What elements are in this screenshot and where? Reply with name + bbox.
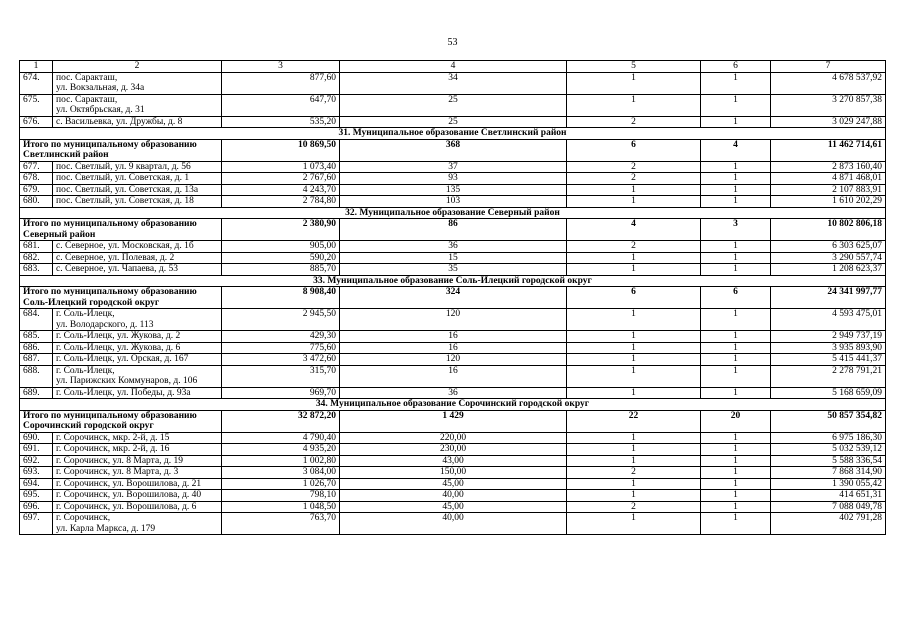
address-line: г. Соль-Илецк, bbox=[56, 365, 115, 376]
col5-cell: 1 bbox=[567, 444, 701, 456]
sum-cell: 5 415 441,37 bbox=[771, 354, 886, 366]
residents-cell: 40,00 bbox=[340, 490, 567, 502]
residents-cell: 16 bbox=[340, 365, 567, 387]
area-cell: 429,30 bbox=[222, 331, 340, 343]
col5-cell: 2 bbox=[567, 467, 701, 479]
residents-cell: 45,00 bbox=[340, 478, 567, 490]
col5-cell: 1 bbox=[567, 184, 701, 196]
col6-cell: 1 bbox=[701, 365, 771, 387]
col5-cell: 1 bbox=[567, 365, 701, 387]
sum-cell: 6 975 186,30 bbox=[771, 432, 886, 444]
subtotal-row bbox=[20, 139, 886, 161]
address-cell bbox=[53, 490, 222, 502]
table-row bbox=[20, 432, 886, 444]
section-heading-row bbox=[20, 207, 886, 219]
area-cell: 1 002,80 bbox=[222, 455, 340, 467]
sum-cell: 3 029 247,88 bbox=[771, 116, 886, 128]
col6-cell: 1 bbox=[701, 387, 771, 399]
residents-cell: 25 bbox=[340, 116, 567, 128]
col5-cell: 2 bbox=[567, 116, 701, 128]
residents-cell: 34 bbox=[340, 72, 567, 94]
address-cell bbox=[53, 432, 222, 444]
address-line: г. Сорочинск, ул. Ворошилова, д. 6 bbox=[56, 501, 197, 512]
column-number-row bbox=[20, 61, 886, 73]
area-cell: 775,60 bbox=[222, 342, 340, 354]
residents-cell: 230,00 bbox=[340, 444, 567, 456]
row-number: 686. bbox=[20, 342, 53, 354]
sum-cell: 1 610 202,29 bbox=[771, 196, 886, 208]
col6-cell: 1 bbox=[701, 264, 771, 276]
col6-cell: 1 bbox=[701, 478, 771, 490]
area-cell: 885,70 bbox=[222, 264, 340, 276]
col6-cell: 1 bbox=[701, 72, 771, 94]
area-cell: 1 073,40 bbox=[222, 161, 340, 173]
col6-cell: 1 bbox=[701, 467, 771, 479]
col5-cell: 1 bbox=[567, 264, 701, 276]
address-line: ул. Вокзальная, д. 34а bbox=[56, 83, 145, 93]
address-cell bbox=[53, 184, 222, 196]
subtotal-col6: 20 bbox=[701, 410, 771, 432]
area-cell: 4 243,70 bbox=[222, 184, 340, 196]
col6-cell: 1 bbox=[701, 354, 771, 366]
col6-cell: 1 bbox=[701, 444, 771, 456]
address-cell bbox=[53, 354, 222, 366]
address-cell bbox=[53, 264, 222, 276]
table-row bbox=[20, 252, 886, 264]
address-line: г. Соль-Илецк, ул. Жукова, д. 2 bbox=[56, 331, 181, 341]
address-cell bbox=[53, 467, 222, 479]
col6-cell: 1 bbox=[701, 331, 771, 343]
residents-cell: 43,00 bbox=[340, 455, 567, 467]
area-cell: 3 084,00 bbox=[222, 467, 340, 479]
address-cell bbox=[53, 72, 222, 94]
address-line: г. Сорочинск, ул. 8 Марта, д. 19 bbox=[56, 455, 183, 466]
col6-cell: 1 bbox=[701, 513, 771, 535]
col6-cell: 1 bbox=[701, 501, 771, 513]
residents-cell: 25 bbox=[340, 94, 567, 116]
sum-cell: 4 871 468,01 bbox=[771, 173, 886, 185]
address-cell bbox=[53, 331, 222, 343]
area-cell: 315,70 bbox=[222, 365, 340, 387]
table-row bbox=[20, 241, 886, 253]
row-number: 682. bbox=[20, 252, 53, 264]
row-number: 681. bbox=[20, 241, 53, 253]
address-line: г. Соль-Илецк, ул. Победы, д. 93а bbox=[56, 387, 191, 398]
subtotal-area: 8 908,40 bbox=[222, 287, 340, 309]
table-row bbox=[20, 444, 886, 456]
address-cell bbox=[53, 161, 222, 173]
address-cell bbox=[53, 94, 222, 116]
col5-cell: 1 bbox=[567, 342, 701, 354]
area-cell: 535,20 bbox=[222, 116, 340, 128]
subtotal-label-line: Итого по муниципальному образованию bbox=[23, 410, 197, 421]
table-row bbox=[20, 94, 886, 116]
row-number: 674. bbox=[20, 72, 53, 94]
residents-cell: 150,00 bbox=[340, 467, 567, 479]
col5-cell: 1 bbox=[567, 490, 701, 502]
column-number-7: 7 bbox=[771, 61, 886, 73]
subtotal-sum: 10 802 806,18 bbox=[771, 219, 886, 241]
page-number: 53 bbox=[447, 37, 458, 48]
table-row bbox=[20, 513, 886, 535]
residents-cell: 35 bbox=[340, 264, 567, 276]
row-number: 688. bbox=[20, 365, 53, 387]
subtotal-label bbox=[20, 139, 222, 161]
residents-cell: 36 bbox=[340, 387, 567, 399]
col5-cell: 1 bbox=[567, 331, 701, 343]
residents-cell: 40,00 bbox=[340, 513, 567, 535]
row-number: 678. bbox=[20, 173, 53, 185]
col5-cell: 1 bbox=[567, 455, 701, 467]
section-heading: 32. Муниципальное образование Северный район bbox=[20, 207, 886, 219]
section-heading-row bbox=[20, 399, 886, 411]
sum-cell: 2 278 791,21 bbox=[771, 365, 886, 387]
col6-cell: 1 bbox=[701, 116, 771, 128]
row-number: 693. bbox=[20, 467, 53, 479]
area-cell: 969,70 bbox=[222, 387, 340, 399]
table-row bbox=[20, 196, 886, 208]
residents-cell: 16 bbox=[340, 342, 567, 354]
sum-cell: 402 791,28 bbox=[771, 513, 886, 535]
address-line: г. Сорочинск, bbox=[56, 513, 111, 523]
column-number-6: 6 bbox=[701, 61, 771, 73]
sum-cell: 5 168 659,09 bbox=[771, 387, 886, 399]
subtotal-sum: 24 341 997,77 bbox=[771, 287, 886, 309]
table-row bbox=[20, 184, 886, 196]
row-number: 697. bbox=[20, 513, 53, 535]
col5-cell: 1 bbox=[567, 478, 701, 490]
residents-cell: 135 bbox=[340, 184, 567, 196]
section-heading-row bbox=[20, 128, 886, 140]
col6-cell: 1 bbox=[701, 309, 771, 331]
col5-cell: 2 bbox=[567, 501, 701, 513]
address-line: г. Сорочинск, ул. Ворошилова, д. 40 bbox=[56, 490, 202, 500]
subtotal-label bbox=[20, 219, 222, 241]
col6-cell: 1 bbox=[701, 173, 771, 185]
subtotal-row bbox=[20, 219, 886, 241]
subtotal-label-line: Итого по муниципальному образованию bbox=[23, 219, 197, 229]
table-row bbox=[20, 331, 886, 343]
area-cell: 2 767,60 bbox=[222, 173, 340, 185]
subtotal-col5: 4 bbox=[567, 219, 701, 241]
address-cell bbox=[53, 252, 222, 264]
subtotal-label-line: Сорочинский городской округ bbox=[23, 421, 154, 431]
col6-cell: 1 bbox=[701, 196, 771, 208]
address-line: г. Соль-Илецк, ул. Жукова, д. 6 bbox=[56, 342, 181, 353]
col5-cell: 2 bbox=[567, 173, 701, 185]
area-cell: 3 472,60 bbox=[222, 354, 340, 366]
area-cell: 1 026,70 bbox=[222, 478, 340, 490]
col5-cell: 1 bbox=[567, 196, 701, 208]
area-cell: 763,70 bbox=[222, 513, 340, 535]
subtotal-residents: 86 bbox=[340, 219, 567, 241]
subtotal-label-line: Светлинский район bbox=[23, 150, 109, 160]
subtotal-row bbox=[20, 287, 886, 309]
address-line: г. Сорочинск, мкр. 2-й, д. 16 bbox=[56, 444, 170, 454]
subtotal-label-line: Итого по муниципальному образованию bbox=[23, 139, 197, 150]
subtotal-area: 10 869,50 bbox=[222, 139, 340, 161]
address-line: г. Сорочинск, ул. Ворошилова, д. 21 bbox=[56, 478, 202, 489]
area-cell: 1 048,50 bbox=[222, 501, 340, 513]
col5-cell: 1 bbox=[567, 513, 701, 535]
area-cell: 2 945,50 bbox=[222, 309, 340, 331]
area-cell: 4 790,40 bbox=[222, 432, 340, 444]
col5-cell: 1 bbox=[567, 354, 701, 366]
subtotal-label bbox=[20, 287, 222, 309]
section-heading: 34. Муниципальное образование Сорочинский городской округ bbox=[20, 399, 886, 411]
address-cell bbox=[53, 309, 222, 331]
col6-cell: 1 bbox=[701, 342, 771, 354]
sum-cell: 3 935 893,90 bbox=[771, 342, 886, 354]
residents-cell: 103 bbox=[340, 196, 567, 208]
subtotal-label bbox=[20, 410, 222, 432]
sum-cell: 6 303 625,07 bbox=[771, 241, 886, 253]
col6-cell: 1 bbox=[701, 184, 771, 196]
address-cell bbox=[53, 116, 222, 128]
address-cell bbox=[53, 444, 222, 456]
table-body bbox=[20, 61, 886, 535]
sum-cell: 5 588 336,54 bbox=[771, 455, 886, 467]
col5-cell: 1 bbox=[567, 94, 701, 116]
residents-cell: 15 bbox=[340, 252, 567, 264]
row-number: 695. bbox=[20, 490, 53, 502]
section-heading: 31. Муниципальное образование Светлинский район bbox=[20, 128, 886, 140]
row-number: 692. bbox=[20, 455, 53, 467]
residents-cell: 220,00 bbox=[340, 432, 567, 444]
area-cell: 4 935,20 bbox=[222, 444, 340, 456]
subtotal-area: 32 872,20 bbox=[222, 410, 340, 432]
residents-cell: 37 bbox=[340, 161, 567, 173]
table-row bbox=[20, 173, 886, 185]
address-line: с. Северное, ул. Чапаева, д. 53 bbox=[56, 264, 178, 274]
table-row bbox=[20, 467, 886, 479]
sum-cell: 4 678 537,92 bbox=[771, 72, 886, 94]
col5-cell: 2 bbox=[567, 161, 701, 173]
col6-cell: 1 bbox=[701, 94, 771, 116]
subtotal-col6: 3 bbox=[701, 219, 771, 241]
sum-cell: 7 088 049,78 bbox=[771, 501, 886, 513]
address-line: г. Соль-Илецк, bbox=[56, 309, 115, 319]
address-line: пос. Светлый, ул. 9 квартал, д. 56 bbox=[56, 161, 191, 172]
sum-cell: 3 290 557,74 bbox=[771, 252, 886, 264]
col6-cell: 1 bbox=[701, 490, 771, 502]
address-line: г. Сорочинск, мкр. 2-й, д. 15 bbox=[56, 432, 170, 443]
address-line: пос. Светлый, ул. Советская, д. 1 bbox=[56, 173, 190, 183]
table-row bbox=[20, 342, 886, 354]
col6-cell: 1 bbox=[701, 252, 771, 264]
residents-cell: 45,00 bbox=[340, 501, 567, 513]
sum-cell: 2 949 737,19 bbox=[771, 331, 886, 343]
housing-register-table bbox=[19, 60, 886, 535]
subtotal-col5: 6 bbox=[567, 139, 701, 161]
column-number-4: 4 bbox=[340, 61, 567, 73]
col6-cell: 1 bbox=[701, 241, 771, 253]
table-row bbox=[20, 264, 886, 276]
row-number: 689. bbox=[20, 387, 53, 399]
address-cell bbox=[53, 455, 222, 467]
address-line: ул. Карла Маркса, д. 179 bbox=[56, 523, 156, 534]
row-number: 687. bbox=[20, 354, 53, 366]
subtotal-col5: 6 bbox=[567, 287, 701, 309]
address-line: пос. Саракташ, bbox=[56, 94, 118, 105]
subtotal-residents: 324 bbox=[340, 287, 567, 309]
sum-cell: 2 107 883,91 bbox=[771, 184, 886, 196]
col5-cell: 2 bbox=[567, 241, 701, 253]
col5-cell: 1 bbox=[567, 432, 701, 444]
row-number: 675. bbox=[20, 94, 53, 116]
row-number: 679. bbox=[20, 184, 53, 196]
table-row bbox=[20, 478, 886, 490]
table-row bbox=[20, 354, 886, 366]
col5-cell: 1 bbox=[567, 72, 701, 94]
address-line: пос. Светлый, ул. Советская, д. 18 bbox=[56, 196, 194, 206]
address-cell bbox=[53, 241, 222, 253]
sum-cell: 1 208 623,37 bbox=[771, 264, 886, 276]
address-cell bbox=[53, 173, 222, 185]
row-number: 684. bbox=[20, 309, 53, 331]
residents-cell: 16 bbox=[340, 331, 567, 343]
residents-cell: 120 bbox=[340, 354, 567, 366]
table-row bbox=[20, 455, 886, 467]
area-cell: 2 784,80 bbox=[222, 196, 340, 208]
address-line: с. Северное, ул. Полевая, д. 2 bbox=[56, 252, 175, 263]
row-number: 694. bbox=[20, 478, 53, 490]
address-cell bbox=[53, 196, 222, 208]
row-number: 677. bbox=[20, 161, 53, 173]
table-row bbox=[20, 116, 886, 128]
column-number-5: 5 bbox=[567, 61, 701, 73]
col6-cell: 1 bbox=[701, 161, 771, 173]
area-cell: 647,70 bbox=[222, 94, 340, 116]
area-cell: 905,00 bbox=[222, 241, 340, 253]
address-cell bbox=[53, 478, 222, 490]
table-row bbox=[20, 365, 886, 387]
col6-cell: 1 bbox=[701, 432, 771, 444]
sum-cell: 414 651,31 bbox=[771, 490, 886, 502]
subtotal-residents: 1 429 bbox=[340, 410, 567, 432]
residents-cell: 120 bbox=[340, 309, 567, 331]
section-heading: 33. Муниципальное образование Соль-Илецкий городской округ bbox=[20, 275, 886, 287]
col5-cell: 1 bbox=[567, 252, 701, 264]
address-cell bbox=[53, 501, 222, 513]
subtotal-residents: 368 bbox=[340, 139, 567, 161]
table-row bbox=[20, 72, 886, 94]
sum-cell: 5 032 539,12 bbox=[771, 444, 886, 456]
residents-cell: 36 bbox=[340, 241, 567, 253]
subtotal-sum: 50 857 354,82 bbox=[771, 410, 886, 432]
subtotal-col6: 6 bbox=[701, 287, 771, 309]
column-number-1: 1 bbox=[20, 61, 53, 73]
row-number: 685. bbox=[20, 331, 53, 343]
row-number: 690. bbox=[20, 432, 53, 444]
address-cell bbox=[53, 387, 222, 399]
row-number: 696. bbox=[20, 501, 53, 513]
row-number: 683. bbox=[20, 264, 53, 276]
address-cell bbox=[53, 342, 222, 354]
address-line: пос. Саракташ, bbox=[56, 72, 118, 83]
section-heading-row bbox=[20, 275, 886, 287]
address-line: с. Васильевка, ул. Дружбы, д. 8 bbox=[56, 116, 183, 127]
area-cell: 590,20 bbox=[222, 252, 340, 264]
subtotal-label-line: Итого по муниципальному образованию bbox=[23, 287, 197, 297]
address-cell bbox=[53, 513, 222, 535]
table-row bbox=[20, 387, 886, 399]
table-row bbox=[20, 490, 886, 502]
subtotal-col5: 22 bbox=[567, 410, 701, 432]
table-row bbox=[20, 501, 886, 513]
column-number-2: 2 bbox=[53, 61, 222, 73]
address-line: г. Соль-Илецк, ул. Орская, д. 167 bbox=[56, 354, 189, 364]
address-line: пос. Светлый, ул. Советская, д. 13а bbox=[56, 184, 199, 195]
address-line: с. Северное, ул. Московская, д. 1б bbox=[56, 241, 194, 251]
subtotal-label-line: Северный район bbox=[23, 229, 96, 240]
col5-cell: 1 bbox=[567, 309, 701, 331]
table-row bbox=[20, 161, 886, 173]
subtotal-label-line: Соль-Илецкий городской округ bbox=[23, 297, 160, 308]
row-number: 680. bbox=[20, 196, 53, 208]
address-line: ул. Парижских Коммунаров, д. 106 bbox=[56, 376, 198, 386]
row-number: 691. bbox=[20, 444, 53, 456]
address-line: г. Сорочинск, ул. 8 Марта, д. 3 bbox=[56, 467, 179, 477]
subtotal-col6: 4 bbox=[701, 139, 771, 161]
column-number-3: 3 bbox=[222, 61, 340, 73]
sum-cell: 3 270 857,38 bbox=[771, 94, 886, 116]
subtotal-sum: 11 462 714,61 bbox=[771, 139, 886, 161]
col5-cell: 1 bbox=[567, 387, 701, 399]
residents-cell: 93 bbox=[340, 173, 567, 185]
address-line: ул. Октябрьская, д. 31 bbox=[56, 105, 145, 115]
address-line: ул. Володарского, д. 113 bbox=[56, 319, 154, 330]
sum-cell: 2 873 160,40 bbox=[771, 161, 886, 173]
table-row bbox=[20, 309, 886, 331]
area-cell: 798,10 bbox=[222, 490, 340, 502]
row-number: 676. bbox=[20, 116, 53, 128]
sum-cell: 4 593 475,01 bbox=[771, 309, 886, 331]
col6-cell: 1 bbox=[701, 455, 771, 467]
subtotal-row bbox=[20, 410, 886, 432]
sum-cell: 7 868 314,90 bbox=[771, 467, 886, 479]
area-cell: 877,60 bbox=[222, 72, 340, 94]
sum-cell: 1 390 055,42 bbox=[771, 478, 886, 490]
subtotal-area: 2 380,90 bbox=[222, 219, 340, 241]
address-cell bbox=[53, 365, 222, 387]
